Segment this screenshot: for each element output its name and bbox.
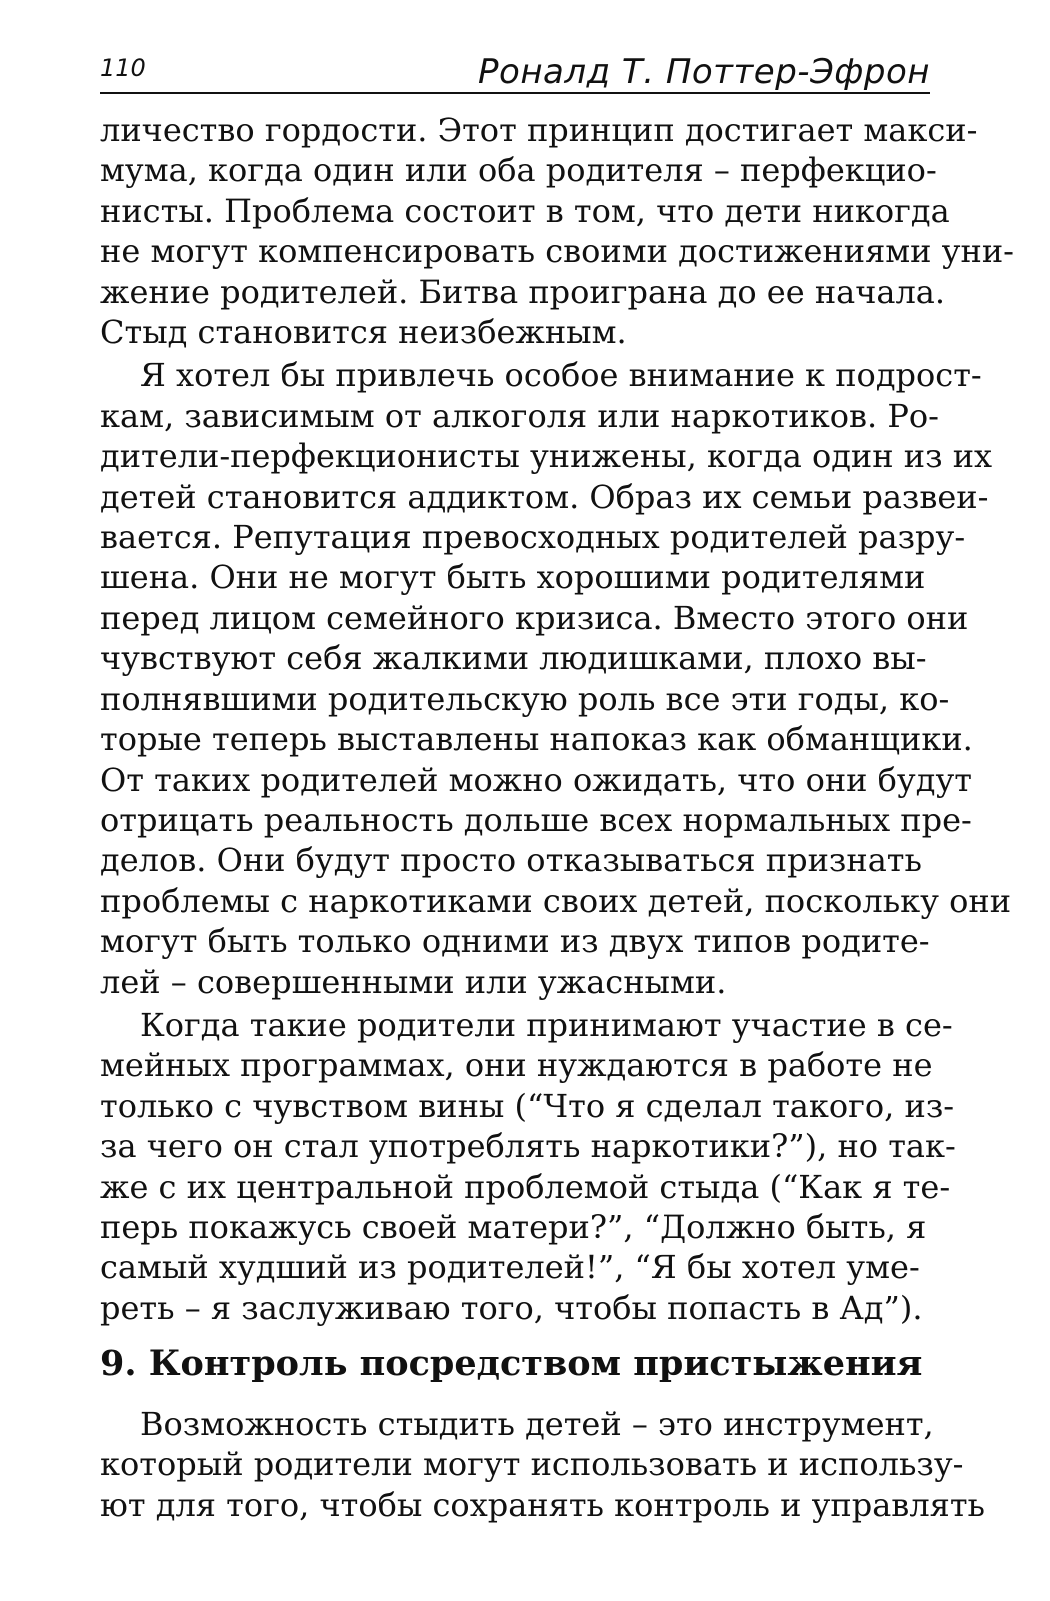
text-line: за чего он стал употреблять наркотики?”), но так- xyxy=(100,1127,956,1166)
text-line: могут быть только одними из двух типов родите- xyxy=(100,922,930,961)
page-number: 110 xyxy=(100,54,146,82)
paragraph-2 xyxy=(100,355,1012,1002)
text-line: лей – совершенными или ужасными. xyxy=(100,962,727,1001)
text-line: перь покажусь своей матери?”, “Должно быть, я xyxy=(100,1207,927,1246)
section-heading: 9. Контроль посредством пристыжения xyxy=(100,1343,923,1384)
text-line: нисты. Проблема состоит в том, что дети никогда xyxy=(100,191,950,230)
text-line: же с их центральной проблемой стыда (“Как я те- xyxy=(100,1167,951,1206)
text-line: отрицать реальность дольше всех нормальных пре- xyxy=(100,800,972,839)
paragraph-4 xyxy=(100,1404,985,1525)
text-line: вается. Репутация превосходных родителей разру- xyxy=(100,518,966,557)
text-line: жение родителей. Битва проиграна до ее начала. xyxy=(100,272,946,311)
text-line: Возможность стыдить детей – это инструмент, xyxy=(140,1405,934,1443)
text-line: ют для того, чтобы сохранять контроль и управлять xyxy=(100,1485,985,1524)
running-head xyxy=(100,48,930,94)
running-title-author: Роналд Т. Поттер-Эфрон xyxy=(478,52,930,92)
text-line: мума, когда один или оба родителя – перфекцио- xyxy=(100,151,937,190)
text-line: Я хотел бы привлечь особое внимание к подрост- xyxy=(140,356,982,395)
text-line: полнявшими родительскую роль все эти годы, ко- xyxy=(100,679,950,718)
text-line: кам, зависимым от алкоголя или наркотиков. Ро- xyxy=(100,396,939,435)
text-line: только с чувством вины (“Что я сделал такого, из- xyxy=(100,1086,955,1125)
text-line: личество гордости. Этот принцип достигает макси- xyxy=(100,111,978,149)
text-line: Когда такие родители принимают участие в се- xyxy=(140,1005,953,1044)
text-line: проблемы с наркотиками своих детей, поскольку они xyxy=(100,881,1012,920)
body-text xyxy=(100,110,1014,1331)
text-line: не могут компенсировать своими достижениями уни- xyxy=(100,232,1014,271)
text-line: мейных программах, они нуждаются в работе не xyxy=(100,1046,933,1085)
text-line: который родители могут использовать и использу- xyxy=(100,1445,964,1484)
text-line: От таких родителей можно ожидать, что они будут xyxy=(100,760,972,799)
text-line: Стыд становится неизбежным. xyxy=(100,313,627,352)
text-line: детей становится аддиктом. Образ их семьи развеи- xyxy=(100,477,989,516)
text-line: дители-перфекционисты унижены, когда один из их xyxy=(100,437,993,476)
paragraph-3 xyxy=(100,1005,956,1328)
text-line: чувствуют себя жалкими людишками, плохо вы- xyxy=(100,639,927,678)
section-text xyxy=(100,1404,985,1528)
text-line: реть – я заслуживаю того, чтобы попасть в Ад”). xyxy=(100,1288,923,1327)
text-line: торые теперь выставлены напоказ как обманщики. xyxy=(100,720,973,759)
text-line: шена. Они не могут быть хорошими родителями xyxy=(100,558,926,597)
text-line: делов. Они будут просто отказываться признать xyxy=(100,841,922,880)
text-line: самый худший из родителей!”, “Я бы хотел уме- xyxy=(100,1248,920,1287)
text-line: перед лицом семейного кризиса. Вместо этого они xyxy=(100,598,969,637)
paragraph-1 xyxy=(100,110,1014,352)
